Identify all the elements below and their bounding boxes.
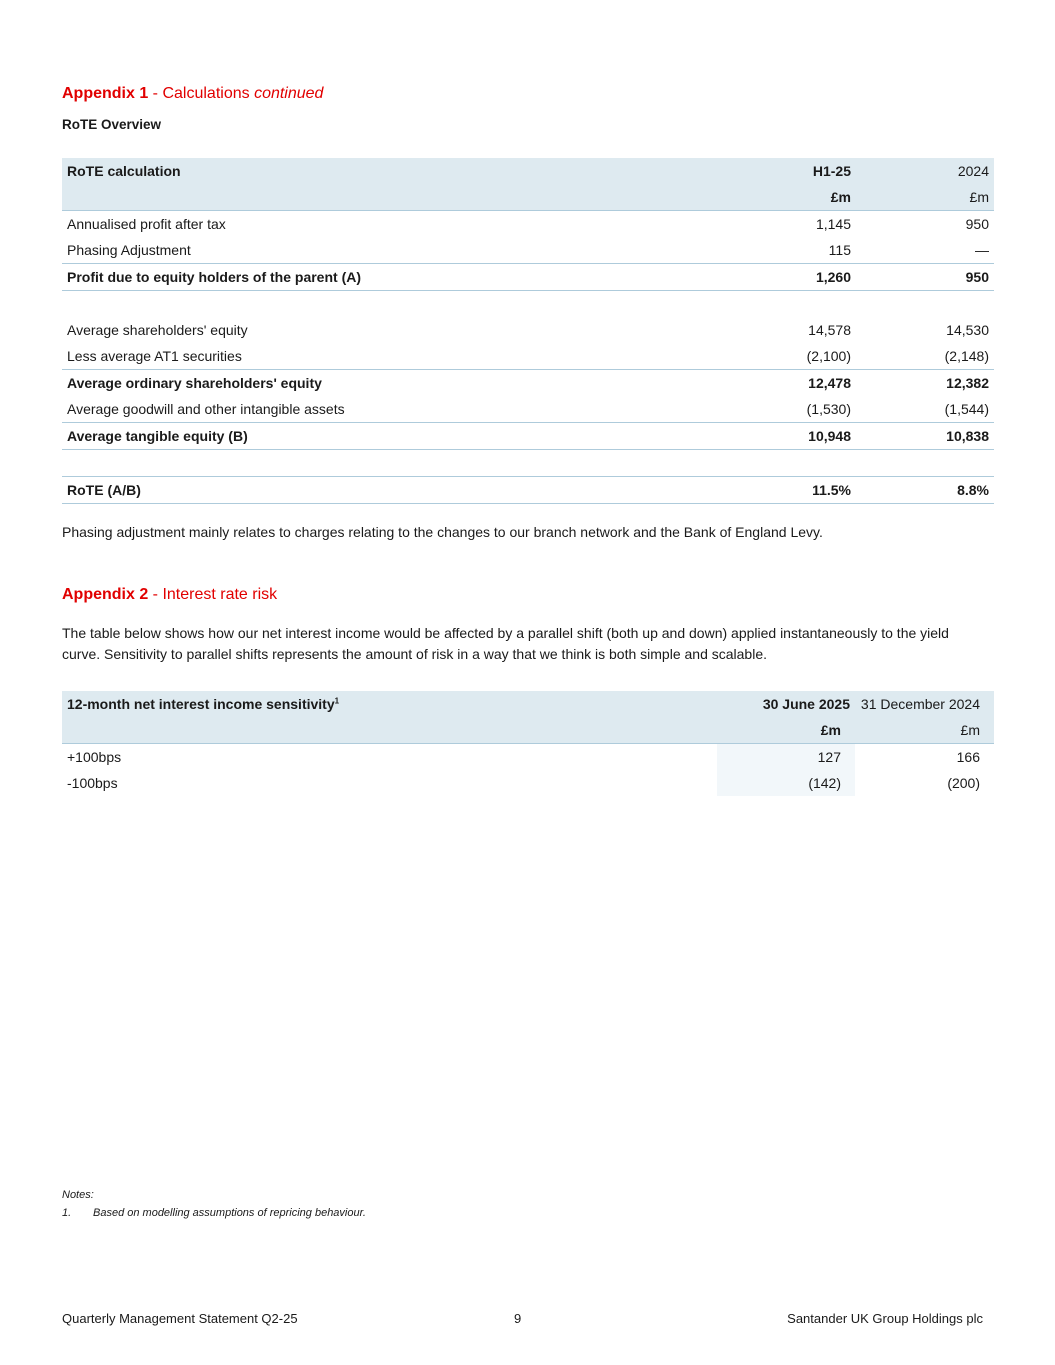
appendix-2-bold: Appendix 2	[62, 586, 149, 603]
rote-header-col2: 2024	[856, 158, 994, 184]
row-value-2024: 8.8%	[856, 477, 994, 504]
rote-overview-subtitle: RoTE Overview	[62, 117, 162, 132]
note-item-text: Based on modelling assumptions of repricing behaviour.	[93, 1207, 366, 1219]
row-label: Phasing Adjustment	[62, 237, 718, 264]
footer-page-number: 9	[514, 1311, 522, 1326]
row-value-2024: 14,530	[946, 322, 989, 338]
row-value-june-2025: (142)	[717, 770, 855, 796]
spacer-row	[62, 291, 994, 318]
row-value-h1-25: (1,530)	[718, 396, 856, 423]
appendix-1-italic: continued	[254, 85, 324, 102]
table-row-total	[62, 423, 994, 450]
appendix-1-heading	[62, 85, 323, 103]
nii-header-label: 12-month net interest income sensitivity$^1$	[62, 691, 717, 717]
table-row-total	[62, 370, 994, 397]
row-value-2024: 950	[856, 264, 994, 291]
rote-header-label: RoTE calculation	[62, 158, 718, 184]
row-value-h1-25: 12,478	[808, 375, 851, 391]
table-row	[62, 744, 994, 771]
footnote-ref: 1	[334, 696, 340, 706]
row-value-h1-25: 11.5%	[718, 477, 856, 504]
notes-title: Notes:	[62, 1189, 94, 1201]
rote-unit-col2: £m	[856, 184, 994, 211]
row-value-dec-2024: (200)	[947, 775, 980, 791]
table-row	[62, 343, 994, 370]
row-label: Profit due to equity holders of the parent (A)	[62, 264, 718, 291]
row-label: Less average AT1 securities	[62, 343, 718, 370]
rote-table	[62, 158, 994, 504]
rote-unit-row	[62, 184, 994, 211]
appendix-1-rest: Calculations	[162, 85, 255, 102]
appendix-2-dash: -	[148, 586, 163, 603]
table-row	[62, 317, 994, 343]
nii-unit-col1: £m	[717, 717, 855, 744]
row-label: Average ordinary shareholders' equity	[67, 375, 322, 391]
paragraph-line-2: curve. Sensitivity to parallel shifts represents the amount of risk in a way that we think is both simple and scalable.	[62, 646, 768, 662]
row-label: Annualised profit after tax	[67, 216, 226, 232]
rote-header-col1: H1-25	[718, 158, 856, 184]
nii-unit-row	[62, 717, 994, 744]
row-value-h1-25: 115	[718, 237, 856, 264]
rote-unit-col1: £m	[718, 184, 856, 211]
note-item-number: 1.	[62, 1207, 72, 1219]
nii-header-row	[62, 691, 994, 717]
table-row-total	[62, 264, 994, 291]
appendix-2-rest: Interest rate risk	[162, 586, 278, 603]
table-row	[62, 211, 994, 238]
paragraph-line-1: The table below shows how our net interest income would be affected by a parallel shift (both up and down) applied instantaneously to the yield	[62, 625, 949, 641]
footer-document-title: Quarterly Management Statement Q2-25	[62, 1311, 298, 1326]
row-value-h1-25: (2,100)	[718, 343, 856, 370]
row-value-h1-25: 1,145	[815, 216, 851, 232]
row-value-2024: (1,544)	[856, 396, 994, 423]
row-label: Average tangible equity (B)	[62, 423, 718, 450]
row-label: -100bps	[67, 775, 118, 791]
spacer-row	[62, 450, 994, 477]
row-value-2024: 10,838	[856, 423, 994, 450]
row-value-h1-25: 10,948	[718, 423, 856, 450]
table-row-rote	[62, 477, 994, 504]
table-row	[62, 237, 994, 264]
rote-footnote-text: Phasing adjustment mainly relates to charges relating to the changes to our branch network and the Bank of England Levy.	[62, 524, 823, 540]
row-value-2024: —	[856, 237, 994, 264]
table-row	[62, 396, 994, 423]
footer-company-name: Santander UK Group Holdings plc	[787, 1311, 983, 1326]
row-value-2024: 950	[965, 216, 989, 232]
row-value-h1-25: 1,260	[718, 264, 856, 291]
rote-header-row	[62, 158, 994, 184]
nii-header-col2: 31 December 2024	[855, 691, 994, 717]
appendix-1-bold: Appendix 1	[62, 85, 149, 102]
row-value-dec-2024: 166	[956, 749, 980, 765]
appendix-2-heading	[62, 586, 277, 604]
appendix-2-paragraph	[62, 623, 949, 665]
appendix-1-dash: -	[148, 85, 163, 102]
row-label: Average goodwill and other intangible assets	[62, 396, 718, 423]
nii-header-col1: 30 June 2025	[717, 691, 855, 717]
row-value-h1-25: 14,578	[808, 322, 851, 338]
row-label: +100bps	[67, 749, 122, 765]
table-row	[62, 770, 994, 796]
row-label: RoTE (A/B)	[62, 477, 718, 504]
nii-sensitivity-table	[62, 691, 994, 796]
nii-unit-col2: £m	[855, 717, 994, 744]
row-value-2024: 12,382	[946, 375, 989, 391]
row-value-june-2025: 127	[717, 744, 855, 771]
row-label: Average shareholders' equity	[67, 322, 248, 338]
row-value-2024: (2,148)	[856, 343, 994, 370]
